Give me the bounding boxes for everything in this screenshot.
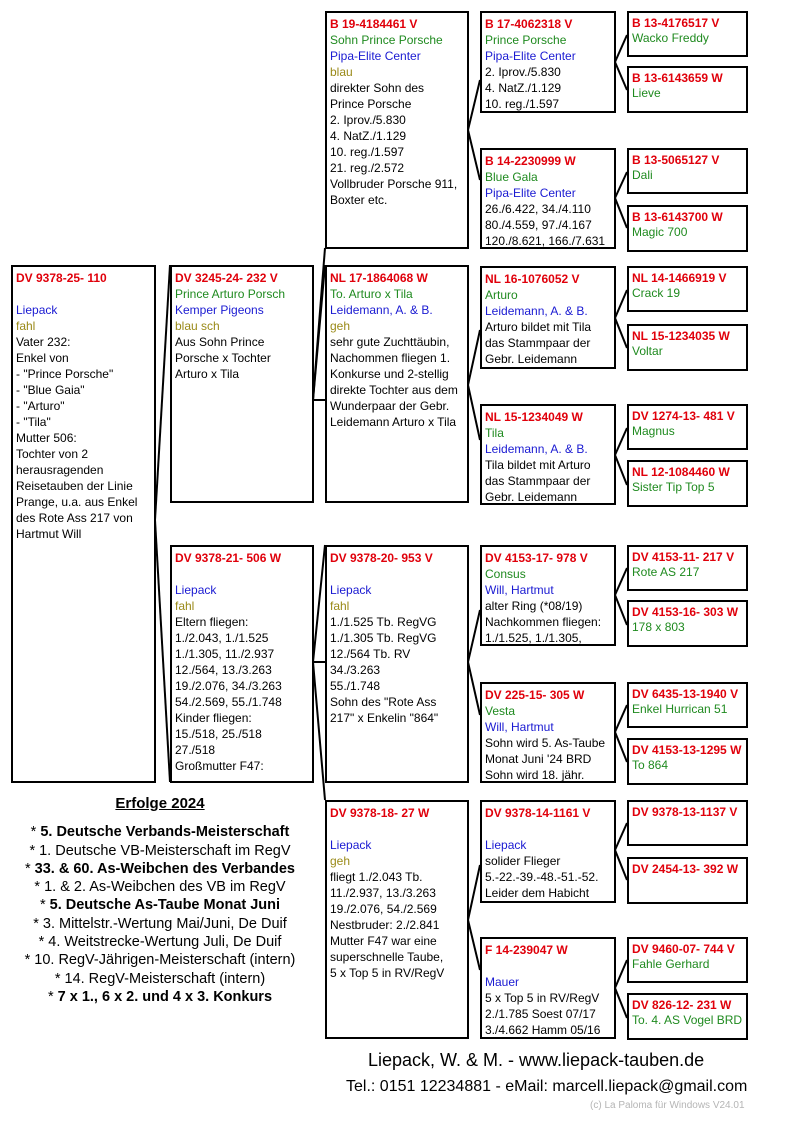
success-text: 1. Deutsche VB-Meisterschaft im RegV xyxy=(39,842,291,859)
pigeon-card-mff[interactable] xyxy=(480,545,616,646)
notes xyxy=(330,614,465,726)
note-line: direkter Sohn des xyxy=(330,81,425,95)
notes xyxy=(330,334,465,430)
success-item xyxy=(0,842,320,860)
ring-number: NL 12-1084460 W xyxy=(632,465,730,479)
connector-line xyxy=(615,595,627,625)
breeder: Will, Hartmut xyxy=(485,720,554,734)
note-line: Porsche x Tochter xyxy=(175,351,271,365)
pigeon-name: Magic 700 xyxy=(632,225,688,239)
pigeon-name: Prince Porsche xyxy=(485,33,567,47)
note-line: Wunderpaar der Gebr. xyxy=(330,399,450,413)
note-line: Kinder fliegen: xyxy=(175,711,252,725)
pigeon-card-gen5[interactable] xyxy=(627,545,748,591)
note-line: 217" x Enkelin "864" xyxy=(330,711,439,725)
breeder: Liepack xyxy=(175,583,217,597)
connector-line xyxy=(468,330,480,385)
pigeon-card-mmf[interactable] xyxy=(480,800,616,903)
connector-line xyxy=(615,960,627,988)
pigeon-name: Sister Tip Top 5 xyxy=(632,480,715,494)
connector-line xyxy=(615,705,627,732)
pigeon-card-fff[interactable] xyxy=(480,11,616,113)
note-line: direkte Tochter aus dem xyxy=(330,383,458,397)
connector-line xyxy=(615,850,627,880)
pigeon-card-gen5[interactable] xyxy=(627,993,748,1040)
note-line: 1./1.305 Tb. RegVG xyxy=(330,631,437,645)
success-text: 4. Weitstrecke-Wertung Juli, De Duif xyxy=(48,934,282,951)
note-line: Großmutter F47: xyxy=(175,759,264,773)
success-item xyxy=(0,896,320,914)
feather-color: blau xyxy=(330,65,353,79)
ring-number: DV 4153-11- 217 V xyxy=(632,550,735,564)
bullet-asterisk: * xyxy=(33,915,43,932)
note-line: Hartmut Will xyxy=(16,527,82,541)
breeder: Leidemann, A. & B. xyxy=(485,304,588,318)
success-text: 7 x 1., 6 x 2. und 4 x 3. Konkurs xyxy=(57,988,273,1005)
note-line: Nachommen fliegen 1. xyxy=(330,351,451,365)
pigeon-name: Wacko Freddy xyxy=(632,31,709,45)
success-text: 5. Deutsche Verbands-Meisterschaft xyxy=(40,824,290,841)
ring-number: DV 4153-16- 303 W xyxy=(632,605,739,619)
pigeon-name: Voltar xyxy=(632,344,663,358)
ring-number: DV 4153-17- 978 V xyxy=(485,551,588,565)
bullet-asterisk: * xyxy=(34,879,45,896)
connector-line xyxy=(313,545,325,662)
pigeon-card-fmm[interactable] xyxy=(480,404,616,505)
ring-number: NL 15-1234049 W xyxy=(485,410,583,424)
note-line: 2. Iprov./5.830 xyxy=(330,113,406,127)
note-line: 5 x Top 5 in RV/RegV xyxy=(330,966,445,980)
note-line: Mutter 506: xyxy=(16,431,77,445)
connector-line xyxy=(468,610,480,662)
notes xyxy=(330,869,465,981)
notes xyxy=(485,457,612,505)
note-line: Arturo bildet mit Tila xyxy=(485,320,592,334)
pigeon-card-gen5[interactable] xyxy=(627,937,748,983)
ring-number: NL 15-1234035 W xyxy=(632,329,730,343)
note-line: 120./8.621, 166./7.631 xyxy=(485,234,606,248)
notes xyxy=(485,598,612,646)
pigeon-card-mmm[interactable] xyxy=(480,937,616,1039)
notes xyxy=(485,990,612,1038)
pigeon-card-subject[interactable] xyxy=(11,265,156,783)
note-line: superschnelle Taube, xyxy=(330,950,444,964)
ring-number: DV 9378-21- 506 W xyxy=(175,551,282,565)
connector-line xyxy=(313,248,325,400)
ring-number: DV 9378-20- 953 V xyxy=(330,551,433,565)
breeder: Pipa-Elite Center xyxy=(485,49,576,63)
note-line: Leider dem Habicht xyxy=(485,886,590,900)
ring-number: DV 9378-25- 110 xyxy=(16,271,107,285)
note-line: Eltern fliegen: xyxy=(175,615,249,629)
ring-number: NL 17-1864068 W xyxy=(330,271,428,285)
note-line: das Stammpaar der xyxy=(485,474,591,488)
pigeon-name: Sohn Prince Porsche xyxy=(330,33,443,47)
note-line: 34./3.263 xyxy=(330,663,381,677)
pigeon-card-mother[interactable] xyxy=(170,545,314,783)
note-line: 27./518 xyxy=(175,743,216,757)
note-line: 10. reg./1.597 xyxy=(330,145,405,159)
connector-line xyxy=(468,80,480,130)
pigeon-card-ffm[interactable] xyxy=(480,148,616,249)
connector-line xyxy=(468,920,480,970)
connector-line xyxy=(615,172,627,198)
pigeon-card-gen5[interactable] xyxy=(627,600,748,647)
connector-line xyxy=(615,290,627,318)
note-line: 55./1.748 xyxy=(330,679,381,693)
note-line: 1./1.525, 1./1.305, xyxy=(485,631,582,645)
note-line: 1./1.305, 11./2.937 xyxy=(175,647,275,661)
note-line: - "Arturo" xyxy=(16,399,65,413)
note-line: Arturo x Tila xyxy=(175,367,240,381)
connector-line xyxy=(615,988,627,1018)
pigeon-name: Fahle Gerhard xyxy=(632,957,710,971)
bullet-asterisk: * xyxy=(30,824,41,841)
note-line: das Stammpaar der xyxy=(485,336,591,350)
ring-number: DV 9378-14-1161 V xyxy=(485,806,591,820)
pigeon-name: Rote AS 217 xyxy=(632,565,700,579)
note-line: 2./1.785 Soest 07/17 xyxy=(485,1007,596,1021)
note-line: Monat Juni '24 BRD xyxy=(485,752,592,766)
note-line: 11./2.937, 13./3.263 xyxy=(330,886,436,900)
feather-color: geh xyxy=(330,854,351,868)
pigeon-card-mm[interactable] xyxy=(325,800,469,1039)
note-line: Enkel von xyxy=(16,351,69,365)
footer-contact-phone-email: Tel.: 0151 12234881 - eMail: marcell.liepack@gmail.com xyxy=(346,1078,748,1095)
breeder: Will, Hartmut xyxy=(485,583,554,597)
success-text: 14. RegV-Meisterschaft (intern) xyxy=(64,970,266,987)
note-line: Gebr. Leidemann xyxy=(485,490,578,504)
pigeon-name: Vesta xyxy=(485,704,516,718)
success-item xyxy=(0,878,320,896)
ring-number: B 13-5065127 V xyxy=(632,153,720,167)
pigeon-name: Tila xyxy=(485,426,504,440)
ring-number: B 17-4062318 V xyxy=(485,17,573,31)
note-line: Nachkommen fliegen: xyxy=(485,615,602,629)
note-line: 1./1.525 Tb. RegVG xyxy=(330,615,437,629)
connector-line xyxy=(615,35,627,62)
note-line: Nestbruder: 2./2.841 xyxy=(330,918,440,932)
connector-line xyxy=(313,265,325,400)
pigeon-card-mfm[interactable] xyxy=(480,682,616,783)
pigeon-card-fm[interactable] xyxy=(325,265,469,503)
pigeon-name: 178 x 803 xyxy=(632,620,685,634)
pigeon-card-gen5[interactable] xyxy=(627,324,748,371)
note-line: Boxter etc. xyxy=(330,193,388,207)
pigeon-card-gen5[interactable] xyxy=(627,404,748,450)
pigeon-card-gen5[interactable] xyxy=(627,66,748,113)
note-line: Mutter F47 war eine xyxy=(330,934,437,948)
ring-number: NL 14-1466919 V xyxy=(632,271,727,285)
note-line: Sohn des "Rote Ass xyxy=(330,695,437,709)
ring-number: B 13-4176517 V xyxy=(632,16,720,30)
ring-number: B 13-6143700 W xyxy=(632,210,723,224)
connector-line xyxy=(615,318,627,348)
note-line: 80./4.559, 97./4.167 xyxy=(485,218,592,232)
bullet-asterisk: * xyxy=(39,897,50,914)
note-line: 12./564 Tb. RV xyxy=(330,647,411,661)
pigeon-name: To. Arturo x Tila xyxy=(330,287,413,301)
success-item xyxy=(0,915,320,933)
notes xyxy=(330,80,465,208)
pigeon-card-gen5[interactable] xyxy=(627,682,748,728)
pigeon-card-father[interactable] xyxy=(170,265,314,503)
pigeon-card-gen5[interactable] xyxy=(627,266,748,312)
feather-color: fahl xyxy=(175,599,195,613)
success-text: 3. Mittelstr.-Wertung Mai/Juni, De Duif xyxy=(42,915,287,932)
success-text: 1. & 2. As-Weibchen des VB im RegV xyxy=(44,879,286,896)
pigeon-card-gen5[interactable] xyxy=(627,11,748,57)
ring-number: B 14-2230999 W xyxy=(485,154,576,168)
connector-line xyxy=(615,62,627,90)
success-text: 10. RegV-Jährigen-Meisterschaft (intern) xyxy=(34,952,296,969)
breeder: Kemper Pigeons xyxy=(175,303,264,317)
connector-line xyxy=(615,732,627,762)
connector-line xyxy=(313,662,325,800)
note-line: 4. NatZ./1.129 xyxy=(485,81,562,95)
note-line: 26./6.422, 34./4.110 xyxy=(485,202,591,216)
breeder: Mauer xyxy=(485,975,520,989)
connector-line xyxy=(615,455,627,485)
note-line: Gebr. Leidemann xyxy=(485,352,578,366)
notes xyxy=(175,334,310,382)
ring-number: DV 826-12- 231 W xyxy=(632,998,732,1012)
pigeon-name: Blue Gala xyxy=(485,170,538,184)
note-line: 4. NatZ./1.129 xyxy=(330,129,407,143)
pigeon-name: Enkel Hurrican 51 xyxy=(632,702,728,716)
note-line: Reisetauben der Linie xyxy=(16,479,133,493)
pigeon-card-gen5[interactable] xyxy=(627,148,748,194)
note-line: 2. Iprov./5.830 xyxy=(485,65,561,79)
notes xyxy=(485,319,612,367)
pigeon-name: Lieve xyxy=(632,86,661,100)
bullet-asterisk: * xyxy=(47,988,58,1005)
ring-number: DV 6435-13-1940 V xyxy=(632,687,739,701)
successes-2024 xyxy=(0,795,320,1006)
ring-number: DV 9378-13-1137 V xyxy=(632,805,738,819)
connector-line xyxy=(468,385,480,440)
bullet-asterisk: * xyxy=(54,970,65,987)
success-text: 5. Deutsche As-Taube Monat Juni xyxy=(49,897,281,914)
note-line: 15./518, 25./518 xyxy=(175,727,262,741)
ring-number: DV 9460-07- 744 V xyxy=(632,942,735,956)
bullet-asterisk: * xyxy=(25,860,35,877)
feather-color: fahl xyxy=(330,599,350,613)
note-line: - "Prince Porsche" xyxy=(16,367,114,381)
success-item xyxy=(0,860,320,878)
feather-color: fahl xyxy=(16,319,36,333)
note-line: 3./4.662 Hamm 05/16 xyxy=(485,1023,601,1037)
connector-line xyxy=(155,520,170,782)
successes-title: Erfolge 2024 xyxy=(115,795,205,812)
ring-number: DV 3245-24- 232 V xyxy=(175,271,278,285)
ring-number: NL 16-1076052 V xyxy=(485,272,580,286)
note-line: 19./2.076, 34./3.263 xyxy=(175,679,282,693)
success-item xyxy=(0,951,320,969)
breeder: Pipa-Elite Center xyxy=(485,186,576,200)
pigeon-name: Arturo xyxy=(485,288,518,302)
pigeon-card-gen5[interactable] xyxy=(627,205,748,252)
pigeon-card-gen5[interactable] xyxy=(627,738,748,785)
breeder: Liepack xyxy=(330,583,372,597)
ring-number: DV 225-15- 305 W xyxy=(485,688,585,702)
note-line: 54./2.569, 55./1.748 xyxy=(175,695,282,709)
pigeon-card-gen5[interactable] xyxy=(627,800,748,846)
pigeon-card-fmf[interactable] xyxy=(480,266,616,369)
breeder: Liepack xyxy=(485,838,527,852)
success-item xyxy=(0,933,320,951)
note-line: sehr gute Zuchttäubin, xyxy=(330,335,450,349)
notes xyxy=(175,614,310,774)
pigeon-card-mf[interactable] xyxy=(325,545,469,783)
notes xyxy=(485,201,612,249)
pigeon-card-ff[interactable] xyxy=(325,11,469,249)
bullet-asterisk: * xyxy=(24,952,35,969)
bullet-asterisk: * xyxy=(38,934,49,951)
connector-line xyxy=(615,198,627,228)
notes xyxy=(485,64,612,112)
note-line: solider Flieger xyxy=(485,854,561,868)
breeder: Liepack xyxy=(330,838,372,852)
software-copyright: (c) La Paloma für Windows V24.01 xyxy=(590,1100,745,1111)
breeder: Leidemann, A. & B. xyxy=(485,442,588,456)
note-line: 5.-22.-39.-48.-51.-52. xyxy=(485,870,599,884)
pigeon-name: Consus xyxy=(485,567,526,581)
feather-color: blau sch xyxy=(175,319,220,333)
success-item xyxy=(0,823,320,841)
connector-line xyxy=(468,662,480,715)
notes xyxy=(16,334,152,542)
notes xyxy=(485,735,612,783)
ring-number: DV 2454-13- 392 W xyxy=(632,862,739,876)
pigeon-name: Dali xyxy=(632,168,653,182)
note-line: fliegt 1./2.043 Tb. xyxy=(330,870,423,884)
success-item xyxy=(0,988,320,1006)
note-line: Prange, u.a. aus Enkel xyxy=(16,495,138,509)
note-line: herausragenden xyxy=(16,463,104,477)
breeder: Leidemann, A. & B. xyxy=(330,303,433,317)
connector-line xyxy=(468,865,480,920)
ring-number: F 14-239047 W xyxy=(485,943,568,957)
note-line: 12./564, 13./3.263 xyxy=(175,663,272,677)
pigeon-name: To 864 xyxy=(632,758,669,772)
note-line: Vater 232: xyxy=(16,335,71,349)
note-line: Sohn wird 18. jähr. xyxy=(485,768,585,782)
success-text: 33. & 60. As-Weibchen des Verbandes xyxy=(34,860,295,877)
note-line: alter Ring (*08/19) xyxy=(485,599,583,613)
pigeon-name: Prince Arturo Porsch xyxy=(175,287,286,301)
connector-line xyxy=(615,823,627,850)
footer-contact-name-website: Liepack, W. & M. - www.liepack-tauben.de xyxy=(368,1050,705,1070)
note-line: - "Tila" xyxy=(16,415,51,429)
note-line: 21. reg./2.572 xyxy=(330,161,405,175)
connector-line xyxy=(155,265,170,520)
note-line: 10. reg./1.597 xyxy=(485,97,560,111)
note-line: Aus Sohn Prince xyxy=(175,335,265,349)
pigeon-name: To. 4. AS Vogel BRD xyxy=(632,1013,743,1027)
note-line: Sohn wird 5. As-Taube xyxy=(485,736,606,750)
ring-number: DV 9378-18- 27 W xyxy=(330,806,430,820)
pigeon-card-gen5[interactable] xyxy=(627,857,748,904)
note-line: Tila bildet mit Arturo xyxy=(485,458,591,472)
bullet-asterisk: * xyxy=(29,842,40,859)
ring-number: DV 1274-13- 481 V xyxy=(632,409,735,423)
note-line: Konkurse und 2-stellig xyxy=(330,367,449,381)
pigeon-card-gen5[interactable] xyxy=(627,460,748,507)
note-line: Tochter von 2 xyxy=(16,447,89,461)
note-line: Leidemann Arturo x Tila xyxy=(330,415,457,429)
connector-line xyxy=(615,568,627,595)
pigeon-name: Crack 19 xyxy=(632,286,681,300)
note-line: 19./2.076, 54./2.569 xyxy=(330,902,437,916)
note-line: des Rote Ass 217 von xyxy=(16,511,133,525)
notes xyxy=(485,853,612,901)
connector-line xyxy=(615,428,627,455)
note-line: 5 x Top 5 in RV/RegV xyxy=(485,991,600,1005)
note-line: - "Blue Gaia" xyxy=(16,383,85,397)
note-line: Prince Porsche xyxy=(330,97,412,111)
breeder: Liepack xyxy=(16,303,58,317)
ring-number: B 19-4184461 V xyxy=(330,17,418,31)
feather-color: geh xyxy=(330,319,351,333)
note-line: 1./2.043, 1./1.525 xyxy=(175,631,269,645)
breeder: Pipa-Elite Center xyxy=(330,49,421,63)
ring-number: DV 4153-13-1295 W xyxy=(632,743,742,757)
ring-number: B 13-6143659 W xyxy=(632,71,723,85)
pigeon-name: Magnus xyxy=(632,424,675,438)
note-line: Vollbruder Porsche 911, xyxy=(330,177,458,191)
success-item xyxy=(0,970,320,988)
connector-line xyxy=(468,130,480,180)
